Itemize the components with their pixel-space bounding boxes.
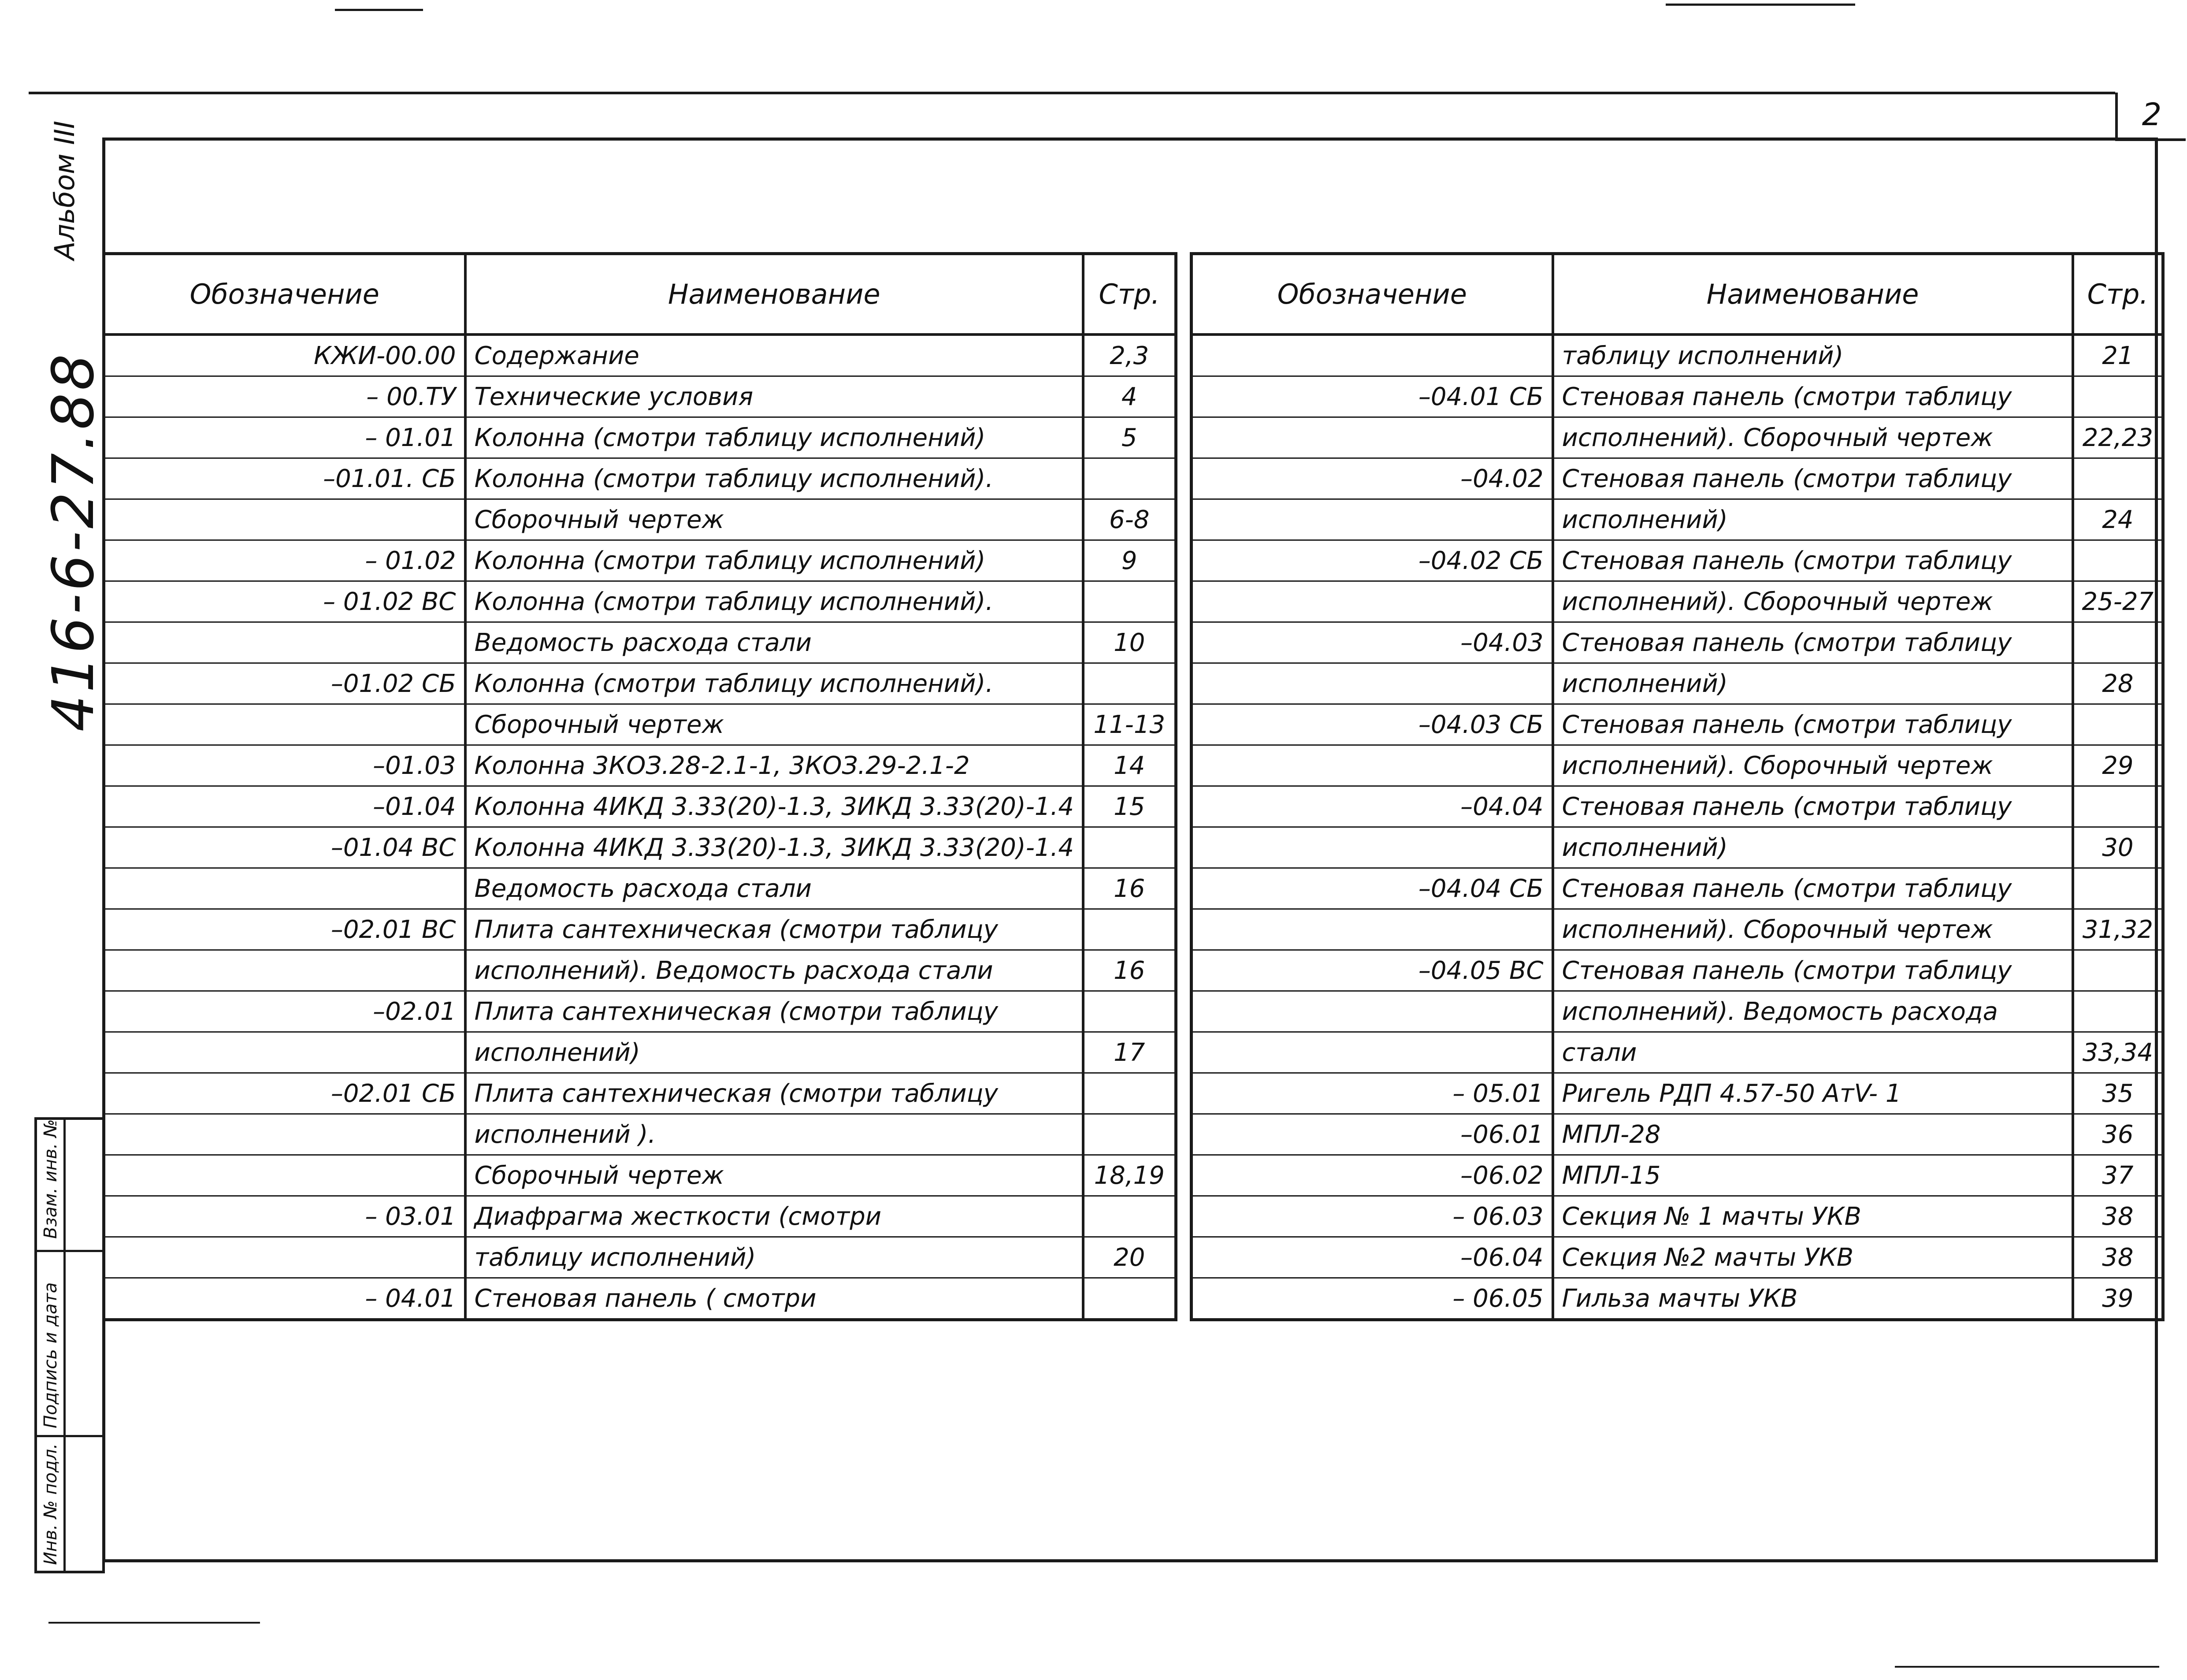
row-name: Содержание [465,335,1084,376]
approval-stamp [34,1117,105,1573]
row-page: 16 [1083,950,1176,991]
table-row [104,827,1176,868]
row-designation [1192,417,1553,458]
row-designation [104,1237,465,1278]
row-page: 15 [1083,786,1176,827]
row-designation: –02.01 [104,991,465,1032]
stamp-cell-replace [37,1120,102,1252]
row-page [1083,1114,1176,1155]
table-row [1192,1196,2163,1237]
row-name: Стеновая панель (смотри таблицу [1553,376,2073,417]
row-name: таблицу исполнений) [1553,335,2073,376]
row-name: исполнений). Ведомость расхода стали [465,950,1084,991]
row-page [2073,991,2163,1032]
row-page: 9 [1083,540,1176,581]
row-designation: – 05.01 [1192,1073,1553,1114]
row-designation: КЖИ-00.00 [104,335,465,376]
row-name: исполнений). Сборочный чертеж [1553,581,2073,622]
row-name: Плита сантехническая (смотри таблицу [465,1073,1084,1114]
table-row [1192,868,2163,909]
row-page: 20 [1083,1237,1176,1278]
row-name: Плита сантехническая (смотри таблицу [465,909,1084,950]
table-row [1192,1073,2163,1114]
table-row [104,745,1176,786]
row-name: Стеновая панель (смотри таблицу [1553,704,2073,745]
row-name: исполнений). Сборочный чертеж [1553,909,2073,950]
table-row [104,868,1176,909]
table-row [104,1114,1176,1155]
row-name: исполнений). Сборочный чертеж [1553,417,2073,458]
row-designation [104,1155,465,1196]
row-name: Стеновая панель (смотри таблицу [1553,458,2073,499]
header-page: Стр. [2073,254,2163,335]
row-designation: – 06.03 [1192,1196,1553,1237]
row-page [2073,540,2163,581]
album-label: Альбом III [48,120,81,260]
table-row [1192,540,2163,581]
table-row [1192,417,2163,458]
row-name: Колонна (смотри таблицу исполнений) [465,540,1084,581]
bottom-right-line [1895,1666,2159,1668]
row-page: 37 [2073,1155,2163,1196]
row-designation [104,1032,465,1073]
top-border-line [29,92,2115,94]
row-page: 10 [1083,622,1176,663]
row-designation: – 04.01 [104,1278,465,1320]
row-name: Колонна (смотри таблицу исполнений) [465,417,1084,458]
table-row [104,1278,1176,1320]
row-page: 36 [2073,1114,2163,1155]
stamp-label-signature: Подпись и дата [41,1282,61,1428]
stamp-label-inventory: Инв. № подл. [41,1443,61,1565]
table-row [1192,663,2163,704]
row-name: Сборочный чертеж [465,499,1084,540]
table-row [1192,1237,2163,1278]
row-page: 29 [2073,745,2163,786]
row-name: исполнений ). [465,1114,1084,1155]
row-designation: –04.04 СБ [1192,868,1553,909]
row-page: 6-8 [1083,499,1176,540]
row-page: 18,19 [1083,1155,1176,1196]
stamp-cell-signature [37,1252,102,1437]
table-row [104,663,1176,704]
row-designation: –02.01 ВС [104,909,465,950]
row-name: Диафрагма жесткости (смотри [465,1196,1084,1237]
row-name: исполнений) [1553,499,2073,540]
row-name: Колонна 4ИКД 3.33(20)-1.3, 3ИКД 3.33(20)-1.4 [465,786,1084,827]
document-code: 416-6-27.88 [40,351,107,732]
table-row [104,622,1176,663]
table-row [104,335,1176,376]
row-page: 38 [2073,1196,2163,1237]
row-name: Колонна 4ИКД 3.33(20)-1.3, 3ИКД 3.33(20)-1.4 [465,827,1084,868]
row-name: Ведомость расхода стали [465,868,1084,909]
row-page [2073,704,2163,745]
stamp-label-replace: Взам. инв. № [41,1119,61,1239]
row-designation: –02.01 СБ [104,1073,465,1114]
row-name: Колонна 3КОЗ.28-2.1-1, 3КОЗ.29-2.1-2 [465,745,1084,786]
row-page [2073,622,2163,663]
row-designation [1192,827,1553,868]
table-row [1192,1155,2163,1196]
row-designation [1192,991,1553,1032]
table-row [1192,1114,2163,1155]
row-name: таблицу исполнений) [465,1237,1084,1278]
table-row [104,540,1176,581]
left-table-body [104,335,1176,1320]
row-designation: –04.03 [1192,622,1553,663]
table-row [104,1196,1176,1237]
row-page: 14 [1083,745,1176,786]
row-page [1083,827,1176,868]
row-designation [1192,745,1553,786]
row-page: 39 [2073,1278,2163,1320]
row-name: исполнений) [1553,663,2073,704]
row-name: Стеновая панель (смотри таблицу [1553,868,2073,909]
row-name: Стеновая панель ( смотри [465,1278,1084,1320]
row-page: 17 [1083,1032,1176,1073]
row-designation [1192,909,1553,950]
sheet-number: 2 [2115,93,2186,141]
row-page [2073,868,2163,909]
bottom-line [48,1622,260,1624]
row-name: Стеновая панель (смотри таблицу [1553,786,2073,827]
row-designation [1192,499,1553,540]
row-page: 35 [2073,1073,2163,1114]
row-designation: –06.02 [1192,1155,1553,1196]
table-row [1192,622,2163,663]
header-name: Наименование [465,254,1084,335]
row-page: 16 [1083,868,1176,909]
row-name: Стеновая панель (смотри таблицу [1553,950,2073,991]
row-page: 31,32 [2073,909,2163,950]
row-page: 33,34 [2073,1032,2163,1073]
table-row [104,417,1176,458]
row-name: исполнений) [1553,827,2073,868]
table-row [1192,950,2163,991]
row-name: Колонна (смотри таблицу исполнений). [465,663,1084,704]
row-page [1083,663,1176,704]
row-designation: –01.02 СБ [104,663,465,704]
row-page [1083,1196,1176,1237]
header-page: Стр. [1083,254,1176,335]
row-designation [104,704,465,745]
table-row [1192,376,2163,417]
table-row [104,458,1176,499]
row-designation: –01.03 [104,745,465,786]
table-row [104,991,1176,1032]
row-designation [104,868,465,909]
row-name: Сборочный чертеж [465,704,1084,745]
row-name: Технические условия [465,376,1084,417]
row-designation: –01.01. СБ [104,458,465,499]
row-name: Ведомость расхода стали [465,622,1084,663]
table-row [1192,704,2163,745]
row-designation: – 00.ТУ [104,376,465,417]
row-name: МПЛ-15 [1553,1155,2073,1196]
row-name: Колонна (смотри таблицу исполнений). [465,581,1084,622]
row-name: исполнений). Ведомость расхода [1553,991,2073,1032]
row-designation: –06.04 [1192,1237,1553,1278]
row-designation: – 06.05 [1192,1278,1553,1320]
row-name: Стеновая панель (смотри таблицу [1553,540,2073,581]
row-page [2073,376,2163,417]
row-designation: –04.04 [1192,786,1553,827]
table-row [1192,745,2163,786]
row-designation: – 01.01 [104,417,465,458]
row-designation: – 03.01 [104,1196,465,1237]
table-row [1192,581,2163,622]
right-table-body [1192,335,2163,1320]
stamp-cell-inventory [37,1437,102,1571]
row-designation: –01.04 [104,786,465,827]
row-designation [1192,581,1553,622]
row-page [1083,1073,1176,1114]
row-page [2073,458,2163,499]
contents-table-right [1190,252,2165,1321]
top-short-line-1 [335,9,423,11]
row-page: 38 [2073,1237,2163,1278]
row-designation [104,622,465,663]
table-row [104,1155,1176,1196]
table-row [104,376,1176,417]
row-designation: –04.05 ВС [1192,950,1553,991]
table-row [1192,827,2163,868]
row-page: 11-13 [1083,704,1176,745]
row-designation: –06.01 [1192,1114,1553,1155]
header-designation: Обозначение [1192,254,1553,335]
row-page: 25-27 [2073,581,2163,622]
row-page: 21 [2073,335,2163,376]
table-row [104,499,1176,540]
row-designation: – 01.02 ВС [104,581,465,622]
table-row [1192,335,2163,376]
table-row [1192,1278,2163,1320]
row-name: Сборочный чертеж [465,1155,1084,1196]
row-name: исполнений). Сборочный чертеж [1553,745,2073,786]
table-row [104,581,1176,622]
row-designation: –04.01 СБ [1192,376,1553,417]
row-name: Секция № 1 мачты УКВ [1553,1196,2073,1237]
row-designation: –01.04 ВС [104,827,465,868]
table-row [104,786,1176,827]
row-page [1083,581,1176,622]
row-name: МПЛ-28 [1553,1114,2073,1155]
row-page [1083,1278,1176,1320]
table-row [104,1073,1176,1114]
table-row [1192,909,2163,950]
row-designation [1192,663,1553,704]
row-designation [104,1114,465,1155]
row-designation: – 01.02 [104,540,465,581]
row-page [1083,991,1176,1032]
table-row [104,950,1176,991]
table-row [1192,991,2163,1032]
row-name: Секция №2 мачты УКВ [1553,1237,2073,1278]
row-designation [104,499,465,540]
row-designation: –04.02 [1192,458,1553,499]
row-page: 2,3 [1083,335,1176,376]
row-name: Ригель РДП 4.57-50 АтV- 1 [1553,1073,2073,1114]
table-header-row [104,254,1176,335]
top-short-line-2 [1666,4,1855,6]
row-page [1083,458,1176,499]
row-page: 22,23 [2073,417,2163,458]
row-page: 28 [2073,663,2163,704]
table-row [1192,1032,2163,1073]
row-page [1083,909,1176,950]
row-designation [1192,335,1553,376]
row-designation [104,950,465,991]
row-designation: –04.02 СБ [1192,540,1553,581]
row-page [2073,786,2163,827]
row-name: Плита сантехническая (смотри таблицу [465,991,1084,1032]
row-name: Гильза мачты УКВ [1553,1278,2073,1320]
row-name: исполнений) [465,1032,1084,1073]
table-row [104,1237,1176,1278]
row-page: 30 [2073,827,2163,868]
row-name: Колонна (смотри таблицу исполнений). [465,458,1084,499]
row-designation: –04.03 СБ [1192,704,1553,745]
table-header-row [1192,254,2163,335]
row-name: стали [1553,1032,2073,1073]
header-name: Наименование [1553,254,2073,335]
row-page: 24 [2073,499,2163,540]
table-row [1192,458,2163,499]
row-designation [1192,1032,1553,1073]
contents-table-left [102,252,1177,1321]
table-row [1192,499,2163,540]
row-page [2073,950,2163,991]
header-designation: Обозначение [104,254,465,335]
row-name: Стеновая панель (смотри таблицу [1553,622,2073,663]
table-row [104,1032,1176,1073]
table-row [1192,786,2163,827]
row-page: 5 [1083,417,1176,458]
table-row [104,704,1176,745]
row-page: 4 [1083,376,1176,417]
table-row [104,909,1176,950]
